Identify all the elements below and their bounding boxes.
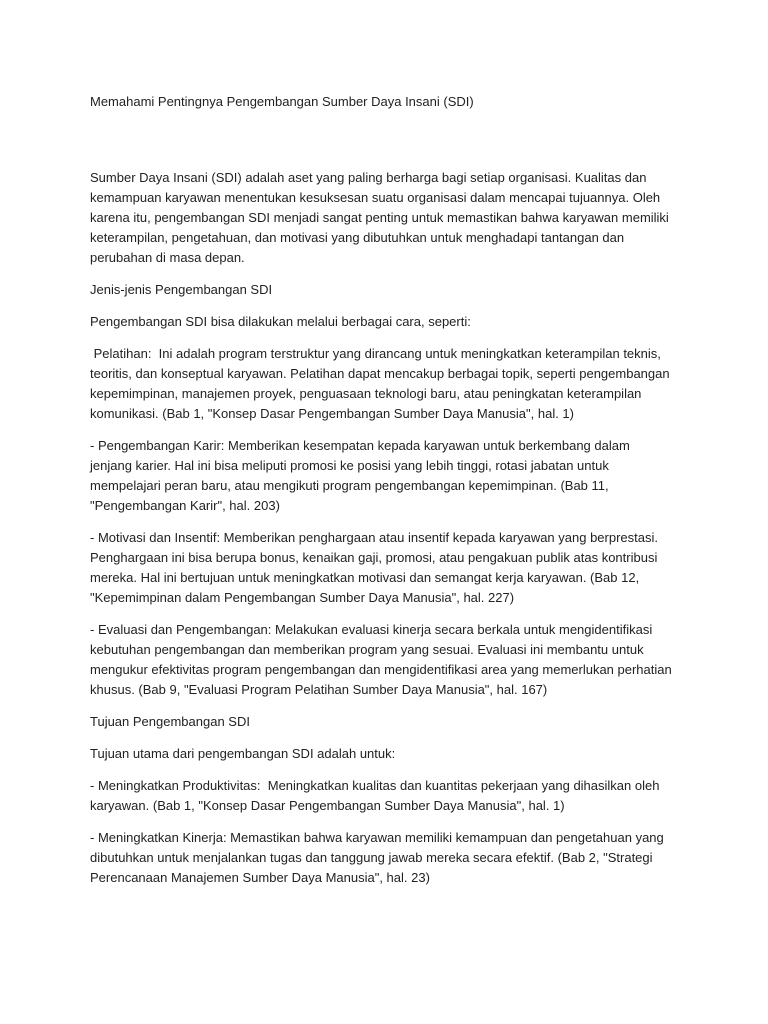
document-page (90, 92, 675, 900)
intro-paragraph: Sumber Daya Insani (SDI) adalah aset yang paling berharga bagi setiap organisasi. Kualitas dan kemampuan karyawan menentukan kesuksesan suatu organisasi dalam mencapai tujuannya. Oleh karena itu, pengembangan SDI menjadi sangat penting untuk memastikan bahwa karyawan memiliki keterampilan, pengetahuan, dan motivasi yang dibutuhkan untuk menghadapi tantangan dan perubahan di masa depan. (90, 170, 673, 265)
section-heading-jenis: Jenis-jenis Pengembangan SDI (90, 282, 273, 297)
paragraph-evaluasi: - Evaluasi dan Pengembangan: Melakukan evaluasi kinerja secara berkala untuk mengidentifikasi kebutuhan pengembangan dan memberikan program yang sesuai. Evaluasi ini membantu untuk mengukur efektivitas program pengembangan dan mengidentifikasi area yang memerlukan perhatian khusus. (Bab 9, "Evaluasi Program Pelatihan Sumber Daya Manusia", hal. 167) (90, 622, 676, 697)
paragraph-cara: Pengembangan SDI bisa dilakukan melalui berbagai cara, seperti: (90, 314, 471, 329)
paragraph-kinerja: - Meningkatkan Kinerja: Memastikan bahwa karyawan memiliki kemampuan dan pengetahuan yang dibutuhkan untuk menjalankan tugas dan tanggung jawab mereka secara efektif. (Bab 2, "Strategi Perencanaan Manajemen Sumber Daya Manusia", hal. 23) (90, 830, 668, 885)
document-title: Memahami Pentingnya Pengembangan Sumber Daya Insani (SDI) (90, 94, 474, 109)
paragraph-pengembangan-karir: - Pengembangan Karir: Memberikan kesempatan kepada karyawan untuk berkembang dalam jenjang karier. Hal ini bisa meliputi promosi ke posisi yang lebih tinggi, rotasi jabatan untuk mempelajari peran baru, atau mengikuti program pengembangan kepemimpinan. (Bab 11, "Pengembangan Karir", hal. 203) (90, 438, 634, 513)
paragraph-motivasi-insentif: - Motivasi dan Insentif: Memberikan penghargaan atau insentif kepada karyawan yang berprestasi. Penghargaan ini bisa berupa bonus, kenaikan gaji, promosi, atau pengakuan publik atas kontribusi mereka. Hal ini bertujuan untuk meningkatkan motivasi dan semangat kerja karyawan. (Bab 12, "Kepemimpinan dalam Pengembangan Sumber Daya Manusia", hal. 227) (90, 530, 662, 605)
paragraph-produktivitas: - Meningkatkan Produktivitas: Meningkatkan kualitas dan kuantitas pekerjaan yang dihasilkan oleh karyawan. (Bab 1, "Konsep Dasar Pengembangan Sumber Daya Manusia", hal. 1) (90, 778, 664, 813)
section-heading-tujuan: Tujuan Pengembangan SDI (90, 714, 250, 729)
paragraph-pelatihan: Pelatihan: Ini adalah program terstruktur yang dirancang untuk meningkatkan keterampilan teknis, teoritis, dan konseptual karyawan. Pelatihan dapat mencakup berbagai topik, seperti pengembangan kepemimpinan, manajemen proyek, penguasaan teknologi baru, atau peningkatan keterampilan komunikasi. (Bab 1, "Konsep Dasar Pengembangan Sumber Daya Manusia", hal. 1) (90, 346, 674, 421)
paragraph-tujuan-utama: Tujuan utama dari pengembangan SDI adalah untuk: (90, 746, 396, 761)
